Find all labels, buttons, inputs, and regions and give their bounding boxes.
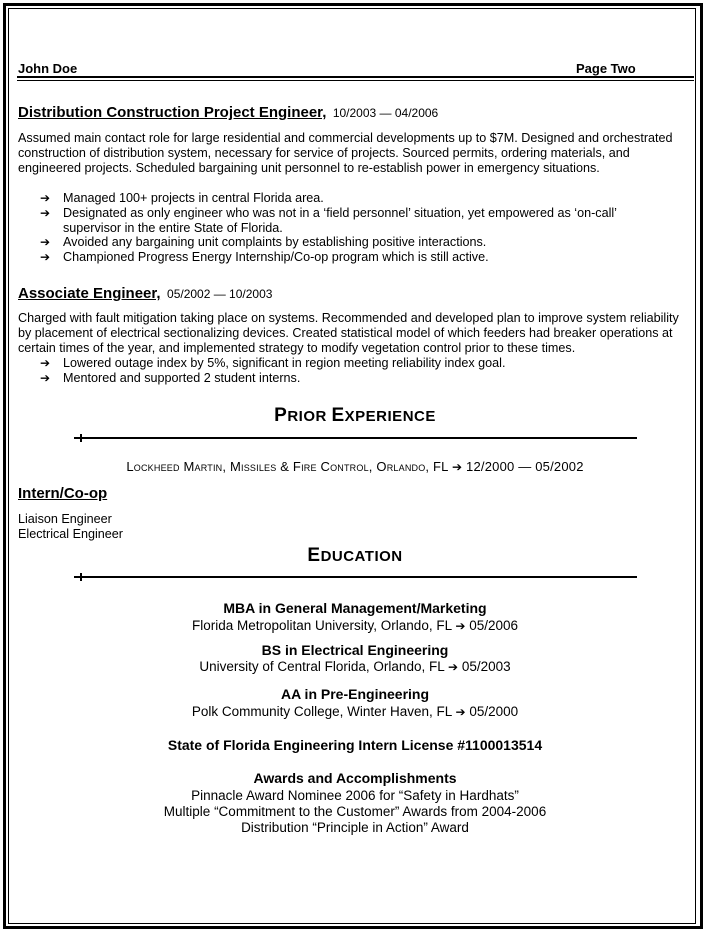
- bullet-text: Lowered outage index by 5%, significant in region meeting reliability index goal.: [63, 356, 506, 370]
- arrow-icon: ➔: [447, 660, 459, 674]
- heading-rest: RIOR: [287, 408, 332, 425]
- heading-rest: XPERIENCE: [344, 408, 436, 425]
- list-item: [40, 235, 660, 250]
- heading-initial: P: [274, 405, 288, 426]
- arrow-icon: ➔: [40, 250, 51, 265]
- section-rule-tick: [80, 434, 82, 442]
- degree-date: 05/2006: [469, 618, 518, 633]
- heading-initial: E: [331, 405, 345, 426]
- degree-title: BS in Electrical Engineering: [261, 642, 449, 658]
- bullet-text: Avoided any bargaining unit complaints by establishing positive interactions.: [63, 235, 487, 250]
- section-title-prior-experience: [0, 405, 710, 427]
- arrow-icon: ➔: [40, 235, 51, 250]
- license-line: State of Florida Engineering Intern License #1100013514: [167, 737, 543, 753]
- job-bullets: [40, 356, 660, 386]
- degree-school-line: [0, 618, 710, 633]
- employer-line: [0, 459, 710, 474]
- arrow-icon: ➔: [40, 356, 51, 370]
- award-item: Distribution “Principle in Action” Award: [241, 820, 469, 835]
- awards-title: Awards and Accomplishments: [253, 770, 457, 786]
- degree-school: Polk Community College, Winter Haven, FL: [191, 704, 452, 719]
- arrow-icon: ➔: [40, 370, 51, 385]
- job-title: Associate Engineer,: [18, 285, 161, 302]
- degree-date: 05/2000: [469, 704, 519, 719]
- degree-title: MBA in General Management/Marketing: [223, 600, 487, 616]
- job-summary: Assumed main contact role for large residential and commercial developments up to $7M. Designed and orchestrated construction of distribution system, necessary for service of projects. Sourced permits, ordering materials, and engineered projects. Scheduled bargaining unit personnel to re-establish power in emergency situations.: [18, 131, 673, 175]
- heading-rest: DUCATION: [320, 548, 403, 565]
- job-heading: [18, 285, 272, 303]
- header-rule-thin: [17, 80, 694, 81]
- award-item: Pinnacle Award Nominee 2006 for “Safety in Hardhats”: [191, 788, 519, 803]
- arrow-icon: ➔: [455, 619, 466, 633]
- bullet-text: Managed 100+ projects in central Florida area.: [63, 191, 324, 205]
- bullet-text: Designated as only engineer who was not in a ‘field personnel’ situation, yet empowered as ‘on-call’ supervisor in the entire State of Florida.: [63, 205, 617, 235]
- role-item: Electrical Engineer: [18, 527, 123, 541]
- degree-school-line: [0, 704, 710, 719]
- degree-title: AA in Pre-Engineering: [280, 686, 430, 702]
- job-heading: [18, 104, 438, 122]
- section-rule: [74, 576, 637, 578]
- list-item: [40, 356, 660, 371]
- job-dates: 10/2003 — 04/2006: [332, 106, 439, 120]
- job-dates: 05/2002 — 10/2003: [167, 287, 273, 301]
- employer-dates: 12/2000 — 05/2002: [466, 459, 584, 474]
- arrow-icon: ➔: [455, 705, 466, 719]
- list-item: [40, 250, 660, 265]
- header-rule: [17, 76, 694, 78]
- list-item: [40, 371, 660, 386]
- degree-school: University of Central Florida, Orlando, FL: [199, 659, 445, 674]
- section-rule: [74, 437, 637, 439]
- bullet-text: Mentored and supported 2 student interns.: [63, 370, 301, 385]
- job-summary: Charged with fault mitigation taking place on systems. Recommended and developed plan to improve system reliability by placement of electrical sectionalizing devices. Created statistical model of which feeders had breaker operations at certain times of the year, and implemented strategy to modify vegetation control prior to these times.: [18, 311, 679, 355]
- header-name: John Doe: [18, 61, 78, 76]
- section-rule-tick: [80, 573, 82, 581]
- list-item: [40, 206, 660, 236]
- employer-name: Lockheed Martin, Missiles & Fire Control, Orlando, FL: [126, 459, 449, 474]
- arrow-icon: ➔: [40, 191, 51, 205]
- section-title-education: [0, 545, 710, 567]
- list-item: [40, 191, 660, 206]
- award-item: Multiple “Commitment to the Customer” Awards from 2004-2006: [163, 804, 547, 819]
- job-bullets: [40, 191, 660, 265]
- degree-date: 05/2003: [461, 659, 511, 674]
- heading-initial: E: [307, 545, 321, 566]
- header-page-label: Page Two: [576, 61, 636, 76]
- bullet-text: Championed Progress Energy Internship/Co-op program which is still active.: [63, 250, 489, 265]
- job-title: Distribution Construction Project Engineer,: [18, 104, 327, 121]
- arrow-icon: ➔: [40, 205, 51, 220]
- role-item: Liaison Engineer: [18, 512, 112, 526]
- arrow-icon: ➔: [451, 460, 463, 474]
- role-title: Intern/Co-op: [18, 485, 108, 502]
- degree-school-line: [0, 659, 710, 674]
- degree-school: Florida Metropolitan University, Orlando, FL: [191, 618, 452, 633]
